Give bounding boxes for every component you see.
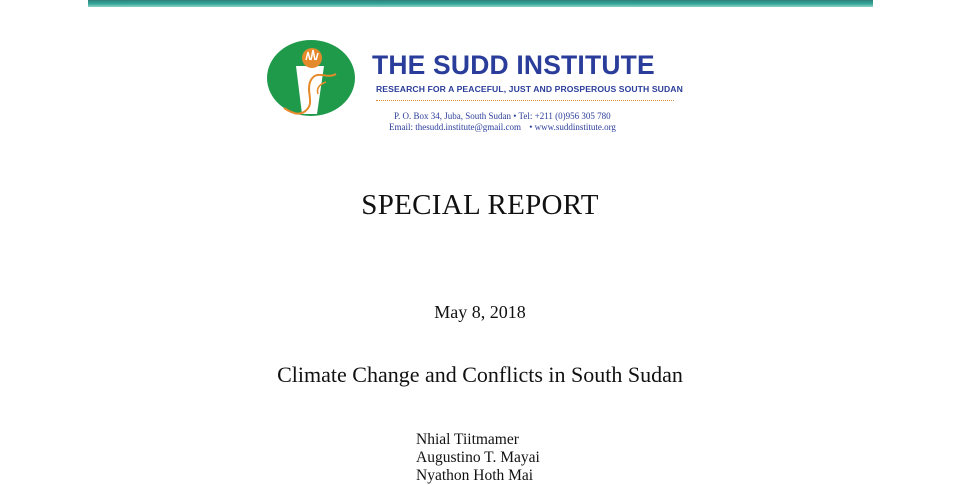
author-name: Augustino T. Mayai: [416, 449, 540, 466]
contact-email-line: [389, 122, 616, 132]
report-title: Climate Change and Conflicts in South Sudan: [277, 362, 683, 387]
author-list: [416, 431, 540, 485]
org-name: THE SUDD INSTITUTE: [372, 50, 655, 80]
report-date: May 8, 2018: [434, 302, 526, 322]
author-name: Nyathon Hoth Mai: [416, 467, 534, 484]
contact-website[interactable]: • www.suddinstitute.org: [529, 122, 616, 132]
sudd-institute-logo-icon: [266, 38, 358, 118]
contact-address: P. O. Box 34, Juba, South Sudan • Tel: +211 (0)956 305 780: [394, 111, 611, 121]
report-type-heading: SPECIAL REPORT: [361, 189, 599, 221]
dotted-divider: [376, 100, 674, 101]
org-tagline: RESEARCH FOR A PEACEFUL, JUST AND PROSPEROUS SOUTH SUDAN: [376, 84, 683, 94]
top-accent-bar: [88, 0, 873, 7]
contact-email[interactable]: Email: thesudd.institute@gmail.com: [389, 122, 522, 132]
author-name: Nhial Tiitmamer: [416, 431, 519, 448]
